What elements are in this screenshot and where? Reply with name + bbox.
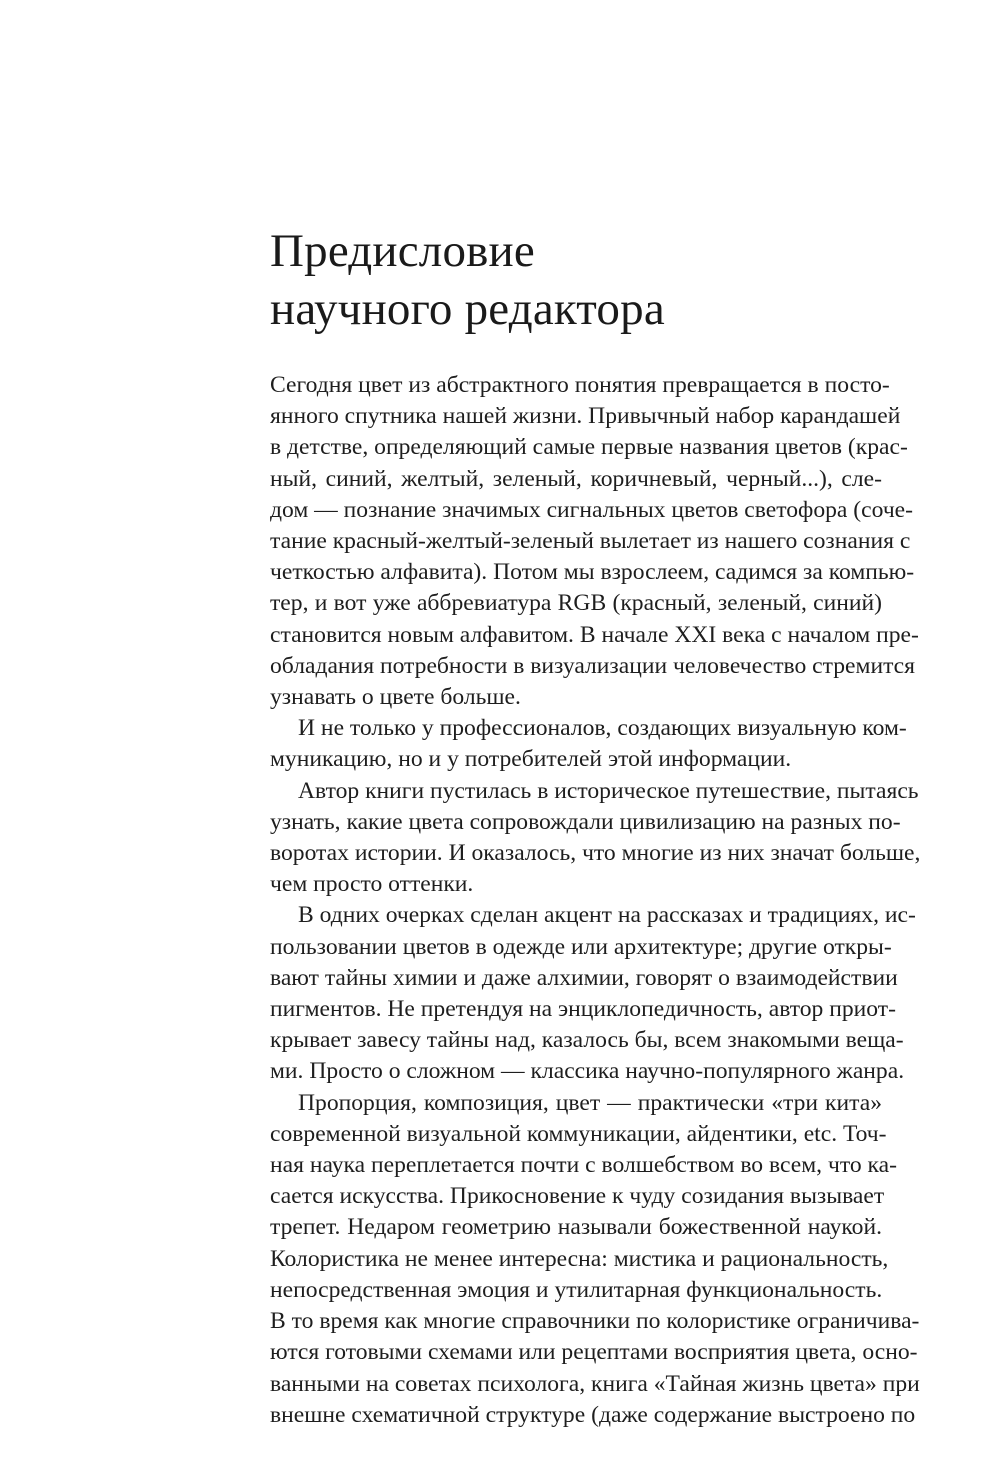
text-line: современной визуальной коммуникации, айдентики, etc. Точ-	[270, 1120, 887, 1147]
text-line: пигментов. Не претендуя на энциклопедичность, автор приот-	[270, 996, 896, 1023]
paragraph	[270, 1088, 920, 1431]
text-line: узнавать о цвете больше.	[270, 684, 521, 711]
text-line: ванными на советах психолога, книга «Тайная жизнь цвета» при	[270, 1370, 920, 1397]
paragraph	[270, 713, 907, 775]
text-line: дом — познание значимых сигнальных цветов светофора (соче-	[270, 496, 914, 523]
text-line: Сегодня цвет из абстрактного понятия превращается в посто-	[270, 372, 890, 398]
paragraph	[270, 776, 921, 901]
chapter-title-line: Предисловие	[270, 225, 535, 277]
text-line: непосредственная эмоция и утилитарная функциональность.	[270, 1276, 883, 1303]
text-line: внешне схематичной структуре (даже содержание выстроено по	[270, 1401, 916, 1428]
chapter-title	[270, 222, 910, 338]
text-line: четкостью алфавита). Потом мы взрослеем, садимся за компью-	[270, 559, 915, 586]
text-line: обладания потребности в визуализации человечество стремится	[270, 652, 916, 679]
paragraph	[270, 370, 919, 713]
text-line: ми. Просто о сложном — классика научно-популярного жанра.	[270, 1058, 905, 1085]
text-line: крывает завесу тайны над, казалось бы, всем знакомыми веща-	[270, 1027, 904, 1054]
body-text	[270, 370, 921, 1431]
text-line: В то время как многие справочники по колористике ограничива-	[270, 1308, 920, 1335]
text-line: узнать, какие цвета сопровождали цивилизацию на разных по-	[270, 808, 901, 835]
text-line: Колористика не менее интересна: мистика и рациональность,	[270, 1245, 889, 1272]
text-line: пользовании цветов в одежде или архитектуре; другие откры-	[270, 933, 892, 960]
text-line: Автор книги пустилась в историческое путешествие, пытаясь	[298, 777, 919, 804]
text-line: янного спутника нашей жизни. Привычный набор карандашей	[270, 403, 901, 430]
text-line: сается искусства. Прикосновение к чуду созидания вызывает	[270, 1183, 885, 1210]
chapter-title-line: научного редактора	[270, 283, 665, 335]
text-line: чем просто оттенки.	[270, 871, 474, 898]
text-line: тание красный-желтый-зеленый вылетает из нашего сознания с	[270, 528, 911, 555]
text-line: В одних очерках сделан акцент на рассказах и традициях, ис-	[298, 902, 916, 929]
text-line: ная наука переплетается почти с волшебством во всем, что ка-	[270, 1152, 897, 1179]
text-line: ются готовыми схемами или рецептами восприятия цвета, осно-	[270, 1339, 918, 1366]
text-line: ный, синий, желтый, зеленый, коричневый, черный...), сле-	[270, 465, 882, 492]
paragraph	[270, 900, 916, 1087]
text-line: трепет. Недаром геометрию называли божественной наукой.	[270, 1214, 882, 1241]
text-line: И не только у профессионалов, создающих визуальную ком-	[298, 715, 907, 742]
text-line: становится новым алфавитом. В начале XXI века с началом пре-	[270, 621, 919, 648]
text-line: Пропорция, композиция, цвет — практически «три кита»	[298, 1089, 882, 1116]
text-line: в детстве, определяющий самые первые названия цветов (крас-	[270, 434, 908, 461]
text-line: воротах истории. И оказалось, что многие из них значат больше,	[270, 840, 921, 867]
text-line: муникацию, но и у потребителей этой информации.	[270, 746, 792, 773]
text-line: вают тайны химии и даже алхимии, говорят о взаимодействии	[270, 964, 898, 991]
text-line: тер, и вот уже аббревиатура RGB (красный, зеленый, синий)	[270, 590, 882, 617]
